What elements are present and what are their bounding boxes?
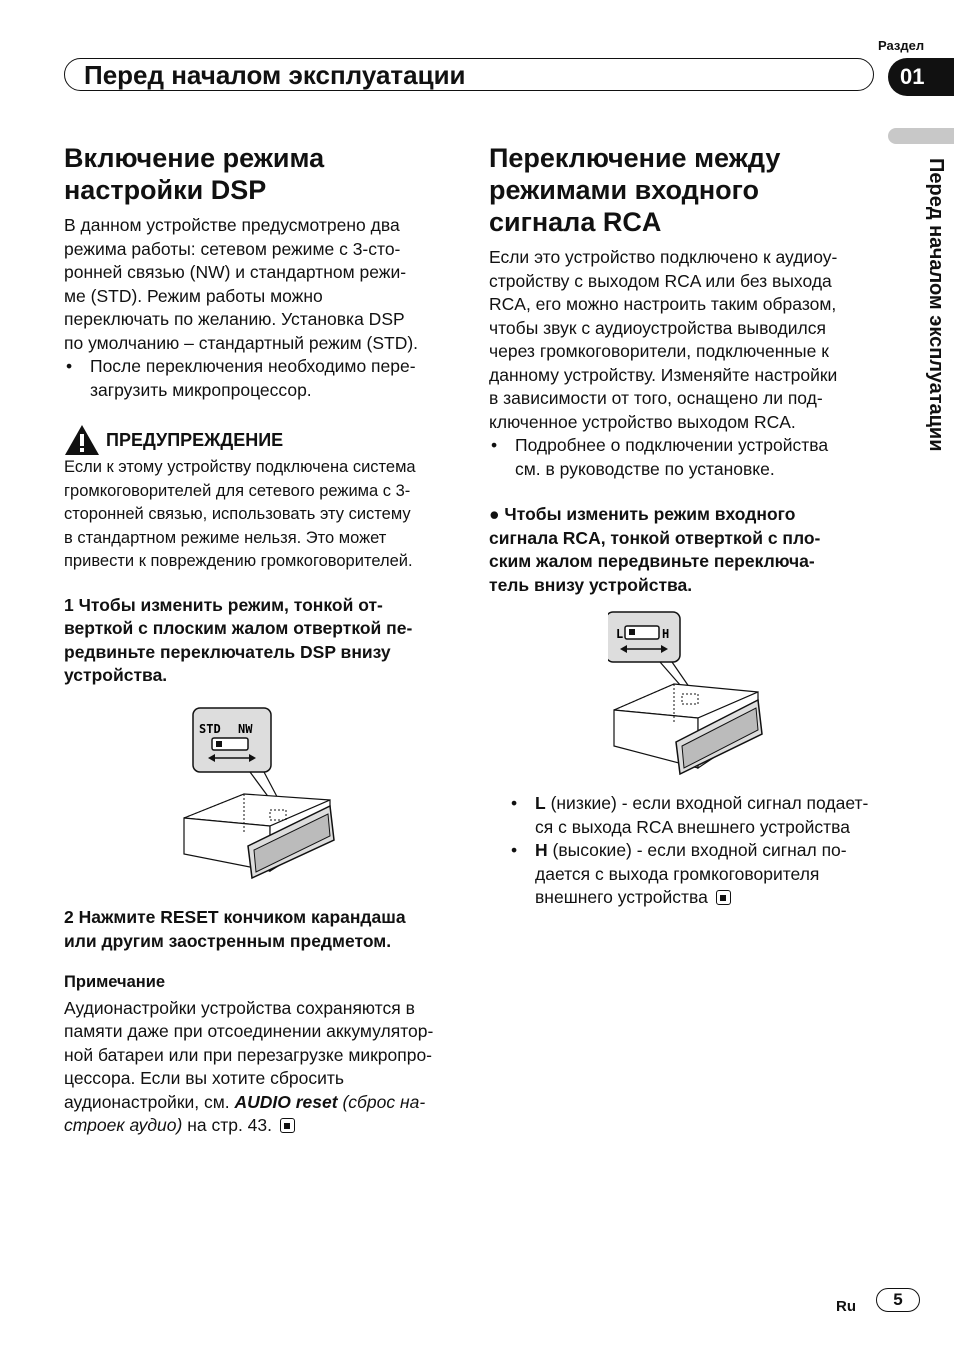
warning-text: Если к этому устройству подключена система громкоговорителей для сетевого режима с 3- сторонней связью, использовать эту систему в стандартном режиме нельзя. Это может привести к повреждению громкоговорителей. — [64, 458, 416, 570]
fig1-nw-label: NW — [238, 722, 253, 736]
section-number: 01 — [888, 58, 954, 96]
fig2-l-label: L — [616, 627, 624, 641]
option-h: • H (высокие) - если входной сигнал по- дается с выхода громкоговорителя внешнего устройства — [509, 839, 879, 910]
left-intro: В данном устройстве предусмотрено два режима работы: сетевом режиме с 3-сто- ронней связью (NW) и стандартном режи- ме (STD). Режим работы можно переключать по желанию. Установка DSP по умолчанию – стандартный режим (STD). — [64, 215, 419, 353]
step-1: 1 Чтобы изменить режим, тонкой от- верткой с плоским жалом отверткой пе- редвиньте переключатель DSP внизу устройства. — [64, 594, 413, 685]
note-text: Аудионастройки устройства сохраняются в памяти даже при отсоединении аккумулятор- ной батареи или при перезагрузке микропро- цессора. Если вы хотите сбросить аудионастройки, см. AUDIO reset (сброс на- строек аудио) на стр. 43. — [64, 997, 434, 1135]
rca-switch-figure — [608, 610, 768, 778]
note-title: Примечание — [64, 973, 166, 991]
side-tab-label: Перед началом эксплуатации — [925, 158, 947, 452]
section-label: Раздел — [878, 38, 925, 53]
step-2: 2 Нажмите RESET кончиком карандаша или другим заостренным предметом. — [64, 907, 406, 951]
fig1-std-label: STD — [199, 722, 221, 736]
end-mark-icon — [280, 1118, 295, 1133]
right-intro: Если это устройство подключено к аудиоу- стройству с выходом RCA или без выхода RCA, его можно настроить таким образом, чтобы звук с аудиоустройства выводился через громкоговорители, подключенные к данному устройству. Изменяйте настройки в зависимости от того, оснащено ли под- ключенное устройство выходом RCA. — [489, 247, 838, 432]
option-l-key: L — [535, 793, 546, 813]
warning-heading — [64, 424, 454, 456]
side-tab-bar — [888, 128, 954, 144]
page-title: Перед началом эксплуатации — [84, 60, 466, 90]
left-heading-line1: Включение режима — [64, 143, 325, 173]
right-bullet: • Подробнее о подключении устройства см. в руководстве по установке. — [489, 434, 879, 481]
option-l: • L (низкие) - если входной сигнал подает- ся с выхода RCA внешнего устройства — [509, 792, 879, 839]
end-mark-icon — [716, 890, 731, 905]
left-heading — [64, 142, 454, 206]
left-heading-line2: настройки DSP — [64, 175, 267, 205]
dsp-switch-figure — [180, 706, 340, 882]
fig2-h-label: H — [662, 627, 670, 641]
page-number: 5 — [876, 1288, 920, 1312]
audio-reset-ref: AUDIO reset — [234, 1091, 338, 1112]
left-column-lower — [64, 906, 454, 1138]
left-bullet: • После переключения необходимо пере- загрузить микропроцессор. — [64, 355, 454, 402]
option-h-key: H — [535, 840, 548, 860]
warning-title: ПРЕДУПРЕЖДЕНИЕ — [106, 429, 284, 450]
rca-options — [509, 792, 879, 910]
right-heading: Переключение между режимами входного сигнала RCA — [489, 143, 781, 237]
rca-instruction: ● Чтобы изменить режим входного сигнала RCA, тонкой отверткой с пло- ским жалом передвиньте переключа- тель внизу устройства. — [489, 504, 821, 595]
right-column — [489, 142, 879, 597]
language-code: Ru — [836, 1298, 856, 1315]
left-column — [64, 142, 454, 688]
warning-block — [64, 424, 454, 574]
warning-icon — [64, 424, 100, 456]
